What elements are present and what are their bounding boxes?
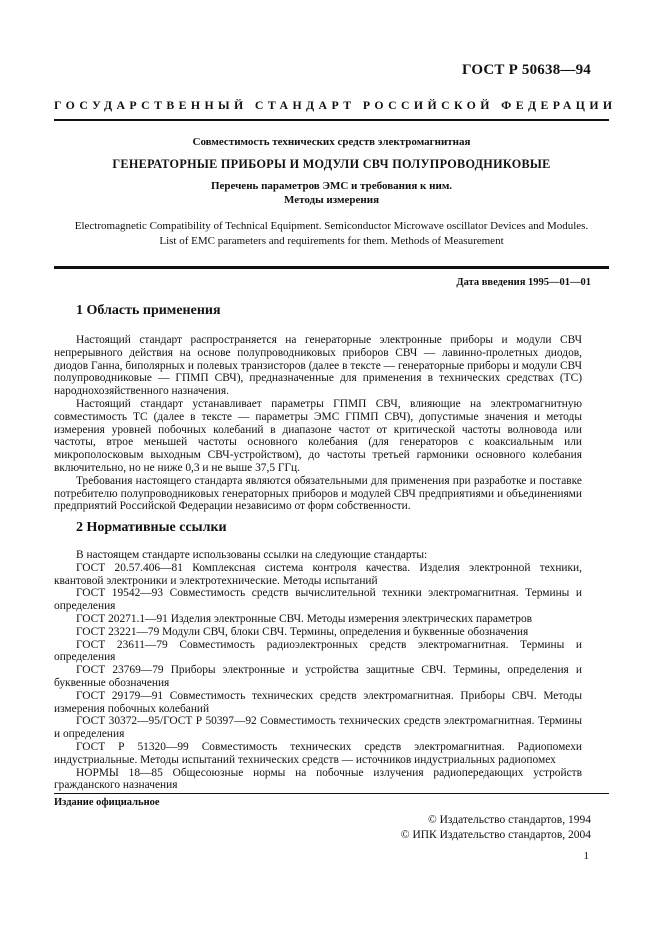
- reference-item: ГОСТ 30372—95/ГОСТ Р 50397—92 Совместимость технических средств электромагнитная. Термины и определения: [54, 715, 582, 741]
- section2-body: [54, 549, 582, 792]
- page-number: 1: [583, 850, 589, 862]
- reference-item: ГОСТ 23769—79 Приборы электронные и устройства защитные СВЧ. Термины, определения и буквенные обозначения: [54, 664, 582, 689]
- section1-paragraph: Требования настоящего стандарта являются обязательными для применения при разработке и поставке потребителю полупроводниковых генераторных приборов и модулей СВЧ предприятиями и объединениями предприятий Российской Федерации независимо от форм собственности.: [54, 474, 582, 513]
- reference-item: ГОСТ Р 51320—99 Совместимость технических средств электромагнитная. Радиопомехи индустриальные. Методы испытаний технических средств — источников индустриальных радиопомех: [54, 740, 582, 766]
- section1-paragraph: Настоящий стандарт устанавливает параметры ГПМП СВЧ, влияющие на электромагнитную совместимость ТС (далее в тексте — параметры ЭМС ГПМП СВЧ), допустимые значения и методы измерения уровней побочных колебаний в диапазоне частот от критической частоты волновода или частоты, втрое меньшей частоты основного колебания (для генераторов с коаксиальным или микрополосковым выходным СВЧ-устройством), до частоты третьей гармоники основного колебания включительно, но не ниже 0,3 и не выше 37,5 ГГц.: [54, 397, 582, 474]
- title-subtitle: Совместимость технических средств электромагнитная: [192, 136, 471, 148]
- title-description: [54, 179, 609, 207]
- title-main: ГЕНЕРАТОРНЫЕ ПРИБОРЫ И МОДУЛИ СВЧ ПОЛУПРОВОДНИКОВЫЕ: [112, 157, 551, 171]
- title-divider: [54, 266, 609, 269]
- copyright-line1: © Издательство стандартов, 1994: [427, 814, 591, 826]
- top-divider: [54, 119, 609, 121]
- gost-number: ГОСТ Р 50638—94: [461, 62, 591, 78]
- title-desc-line1: Перечень параметров ЭМС и требования к ним.: [210, 180, 453, 192]
- reference-item: ГОСТ 19542—93 Совместимость средств вычислительной техники электромагнитная. Термины и определения: [54, 587, 582, 613]
- section1-paragraph: Настоящий стандарт распространяется на генераторные электронные приборы и модули СВЧ непрерывного действия на основе полупроводниковых приборов СВЧ — лавинно-пролетных диодов, диодов Ганна, биполярных и полевых транзисторов (далее в тексте — генераторные приборы и модули СВЧ полупроводниковые — ГПМП СВЧ), предназначенные для применения в технических средствах (ТС) народнохозяйственного назначения.: [54, 334, 582, 398]
- official-edition-label: Издание официальное: [54, 797, 160, 808]
- reference-item: ГОСТ 20.57.406—81 Комплексная система контроля качества. Изделия электронной техники, квантовой электроники и электротехнические. Методы испытаний: [54, 561, 582, 587]
- reference-item: ГОСТ 23221—79 Модули СВЧ, блоки СВЧ. Термины, определения и буквенные обозначения: [76, 625, 529, 638]
- section2-paragraph: В настоящем стандарте использованы ссылки на следующие стандарты:: [76, 549, 428, 561]
- reference-item: ГОСТ 20271.1—91 Изделия электронные СВЧ. Методы измерения электрических параметров: [76, 612, 533, 625]
- section1-heading: 1 Область применения: [76, 303, 221, 318]
- reference-item: ГОСТ 23611—79 Совместимость радиоэлектронных средств электромагнитная. Термины и определения: [54, 638, 582, 664]
- section1-body: [54, 334, 582, 513]
- reference-item: ГОСТ 29179—91 Совместимость технических средств электромагнитная. Приборы СВЧ. Методы измерения побочных колебаний: [54, 689, 582, 715]
- english-title-line2: List of EMC parameters and requirements for them. Methods of Measurement: [159, 235, 504, 247]
- title-desc-line2: Методы измерения: [283, 194, 380, 206]
- state-standard-banner: ГОСУДАРСТВЕННЫЙ СТАНДАРТ РОССИЙСКОЙ ФЕДЕРАЦИИ: [54, 98, 617, 112]
- copyright-line2: © ИПК Издательство стандартов, 2004: [400, 829, 591, 841]
- section2-heading: 2 Нормативные ссылки: [76, 520, 227, 535]
- english-title-line1: Electromagnetic Compatibility of Technical Equipment. Semiconductor Microwave oscillator Devices and Modules.: [74, 220, 589, 232]
- footer-divider: [54, 793, 609, 794]
- introduction-date: Дата введения 1995—01—01: [456, 277, 591, 288]
- english-title: [54, 219, 609, 249]
- reference-item: НОРМЫ 18—85 Общесоюзные нормы на побочные излучения радиопередающих устройств гражданского назначения: [54, 766, 582, 792]
